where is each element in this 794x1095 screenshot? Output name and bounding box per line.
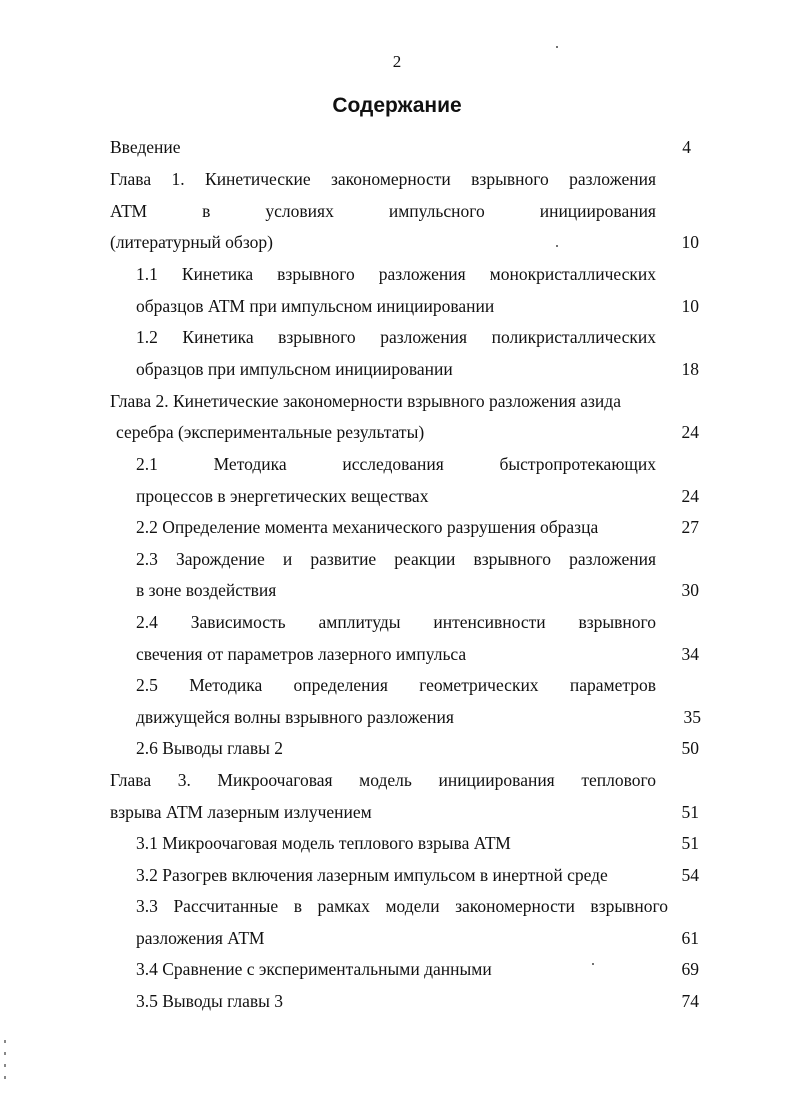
toc-entry-line: 1.2 Кинетика взрывного разложения поликристаллических <box>136 327 656 347</box>
toc-entry-line: образцов АТМ при импульсном инициировании <box>136 296 495 316</box>
toc-page-number: 69 <box>681 959 699 979</box>
toc-page-number: 24 <box>681 422 699 442</box>
margin-scan-marks <box>4 1040 7 1090</box>
toc-entry-line: 2.4 Зависимость амплитуды интенсивности взрывного <box>136 612 656 632</box>
toc-entry-line: серебра (экспериментальные результаты) <box>116 422 425 442</box>
toc-page-number: 18 <box>681 359 699 379</box>
toc-entry-line: образцов при импульсном инициировании <box>136 359 453 379</box>
toc-entry-line: Глава 3. Микроочаговая модель инициирования теплового <box>110 770 656 790</box>
toc-page-number: 35 <box>683 707 701 727</box>
toc-page-number: 34 <box>681 644 699 664</box>
toc-page-number: 30 <box>681 580 699 600</box>
toc-entry-line: 3.5 Выводы главы 3 <box>136 991 284 1011</box>
toc-page-number: 10 <box>681 296 699 316</box>
toc-entry-line: Введение <box>110 137 181 157</box>
toc-entry-line: 1.1 Кинетика взрывного разложения монокристаллических <box>136 264 656 284</box>
toc-entry-line: разложения АТМ <box>136 928 265 948</box>
toc-entry-line: 2.3 Зарождение и развитие реакции взрывного разложения <box>136 549 656 569</box>
toc-page-number: 51 <box>681 802 699 822</box>
toc-entry-line: в зоне воздействия <box>136 580 277 600</box>
toc-entry-line: взрыва АТМ лазерным излучением <box>110 802 372 822</box>
toc-entry-line: 2.5 Методика определения геометрических параметров <box>136 675 656 695</box>
toc-entry-line: 3.4 Сравнение с экспериментальными данными <box>136 959 492 979</box>
toc-entry-line: (литературный обзор) <box>110 232 273 252</box>
toc-page-number: 54 <box>681 865 699 885</box>
toc-page-number: 74 <box>681 991 699 1011</box>
toc-page-number: 61 <box>681 928 699 948</box>
toc-entry-line: 3.2 Разогрев включения лазерным импульсом в инертной среде <box>136 865 608 885</box>
scan-speck <box>592 963 594 965</box>
toc-entry-line: свечения от параметров лазерного импульса <box>136 644 467 664</box>
toc-entry-line: 3.3 Рассчитанные в рамках модели закономерности взрывного <box>136 896 668 916</box>
toc-entry-line: движущейся волны взрывного разложения <box>136 707 454 727</box>
scan-speck <box>556 245 558 247</box>
toc-entry-line: АТМ в условиях импульсного инициирования <box>110 201 656 221</box>
toc-page-number: 51 <box>681 833 699 853</box>
toc-entry-line: процессов в энергетических веществах <box>136 486 429 506</box>
toc-entry-line: Глава 2. Кинетические закономерности взрывного разложения азида <box>110 391 621 411</box>
toc-entry-line: 2.1 Методика исследования быстропротекающих <box>136 454 656 474</box>
toc-entry-line: 2.2 Определение момента механического разрушения образца <box>136 517 599 537</box>
toc-heading: Содержание <box>332 94 462 117</box>
toc-entry-line: Глава 1. Кинетические закономерности взрывного разложения <box>110 169 656 189</box>
scan-speck <box>556 46 558 48</box>
toc-page-number: 10 <box>681 232 699 252</box>
toc-page-number: 27 <box>681 517 699 537</box>
page-number: 2 <box>392 52 402 71</box>
toc-page-number: 50 <box>681 738 699 758</box>
toc-page-number: 24 <box>681 486 699 506</box>
toc-entry-line: 2.6 Выводы главы 2 <box>136 738 284 758</box>
toc-entry-line: 3.1 Микроочаговая модель теплового взрыва АТМ <box>136 833 511 853</box>
toc-page-number: 4 <box>682 137 691 157</box>
